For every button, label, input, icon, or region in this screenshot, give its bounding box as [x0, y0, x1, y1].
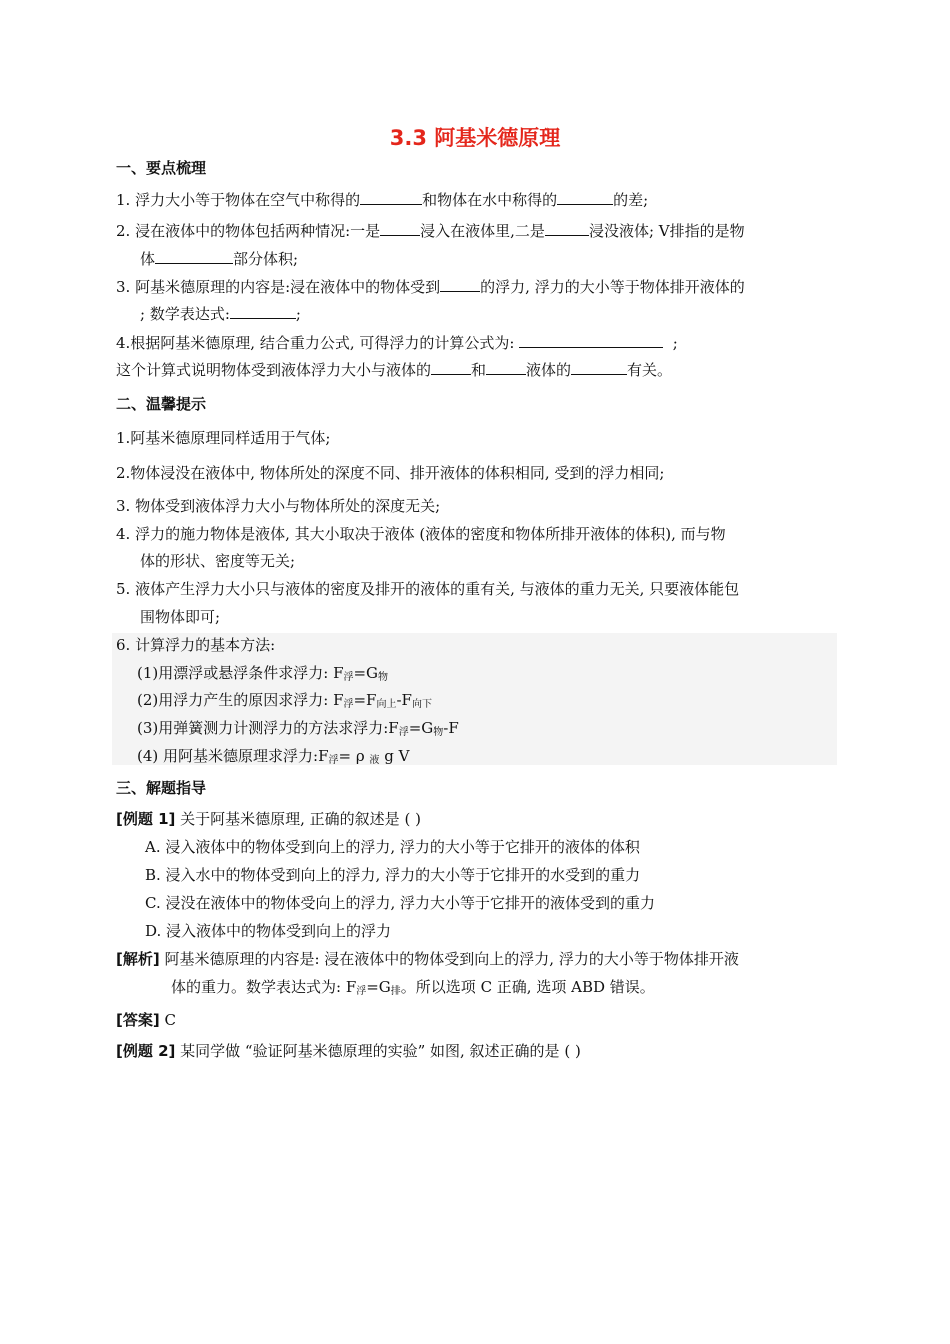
fill-blank [571, 359, 627, 375]
item-number: 1. [116, 191, 131, 209]
tip-5-cont: 围物体即可; [140, 608, 221, 626]
analysis: [解析] 阿基米德原理的内容是: 浸在液体中的物体受到向上的浮力, 浮力的大小等于物体排开液 [116, 950, 739, 968]
key-point-2: 2. 浸在液体中的物体包括两种情况:一是 浸入在液体里,二是 浸没液体; V排指的是物 [116, 222, 745, 240]
option-c: C. 浸没在液体中的物体受向上的浮力, 浮力大小等于它排开的液体受到的重力 [145, 894, 656, 912]
tip-6: 6. 计算浮力的基本方法: [116, 636, 276, 654]
option-d: D. 浸入液体中的物体受到向上的浮力 [145, 922, 392, 940]
method-4: (4) 用阿基米德原理求浮力$:F_浮= \rho$ $_液$ g V [137, 747, 410, 766]
fill-blank [440, 276, 480, 292]
analysis-cont: 体的重力。数学表达式为: $F_浮=G_排$。所以选项 C 正确, 选项 ABD 错误。 [171, 978, 655, 997]
key-point-2-cont: 体 部分体积; [140, 250, 299, 268]
section-heading-key-points: 一、要点梳理 [116, 159, 207, 177]
tip-1: 1.阿基米德原理同样适用于气体; [116, 429, 331, 447]
analysis-label: [解析] [116, 950, 160, 968]
fill-blank [431, 359, 471, 375]
fill-blank [360, 189, 422, 205]
key-point-4-cont: 这个计算式说明物体受到液体浮力大小与液体的 和 液体的 有关。 [116, 361, 673, 379]
section-heading-tips: 二、温馨提示 [116, 395, 207, 413]
answer-label: [答案] [116, 1011, 160, 1029]
example-label: [例题 1] [116, 810, 176, 828]
fill-blank [380, 220, 420, 236]
fill-blank [230, 303, 296, 319]
example-label: [例题 2] [116, 1042, 176, 1060]
section-heading-guidance: 三、解题指导 [116, 779, 207, 797]
fill-blank [545, 220, 589, 236]
tip-4-cont: 体的形状、密度等无关; [140, 552, 296, 570]
fill-blank [155, 248, 233, 264]
tip-3: 3. 物体受到液体浮力大小与物体所处的深度无关; [116, 497, 441, 515]
method-2: (2)用浮力产生的原因求浮力: $F_浮=F_{向上}-F_{向下}$ [137, 691, 432, 710]
method-3: (3)用弹簧测力计测浮力的方法求浮力$:F_浮=G_物-F$ [137, 719, 459, 738]
example-1: [例题 1] 关于阿基米德原理, 正确的叙述是 ( ) [116, 810, 421, 828]
tip-4: 4. 浮力的施力物体是液体, 其大小取决于液体 (液体的密度和物体所排开液体的体积), 而与物 [116, 525, 726, 543]
option-b: B. 浸入水中的物体受到向上的浮力, 浮力的大小等于它排开的水受到的重力 [145, 866, 641, 884]
key-point-3-cont: ; 数学表达式: ; [140, 305, 301, 323]
key-point-1: 1. 浮力大小等于物体在空气中称得的 和物体在水中称得的 的差; [116, 191, 649, 209]
method-1: (1)用漂浮或悬浮条件求浮力: $F_浮=G_物$ [137, 664, 389, 683]
page-title: 3.3 阿基米德原理 [389, 126, 561, 150]
tip-5: 5. 液体产生浮力大小只与液体的密度及排开的液体的重有关, 与液体的重力无关, 只要液体能包 [116, 580, 740, 598]
fill-blank [486, 359, 526, 375]
answer: [答案] C [116, 1011, 176, 1029]
fill-blank [519, 332, 663, 348]
key-point-4: 4.根据阿基米德原理, 结合重力公式, 可得浮力的计算公式为: ; [116, 334, 678, 352]
key-point-3: 3. 阿基米德原理的内容是:浸在液体中的物体受到 的浮力, 浮力的大小等于物体排开液体的 [116, 278, 745, 296]
option-a: A. 浸入液体中的物体受到向上的浮力, 浮力的大小等于它排开的液体的体积 [145, 838, 640, 856]
example-2: [例题 2] 某同学做 “验证阿基米德原理的实验” 如图, 叙述正确的是 ( ) [116, 1042, 581, 1060]
tip-2: 2.物体浸没在液体中, 物体所处的深度不同、排开液体的体积相同, 受到的浮力相同; [116, 464, 665, 482]
fill-blank [557, 189, 613, 205]
